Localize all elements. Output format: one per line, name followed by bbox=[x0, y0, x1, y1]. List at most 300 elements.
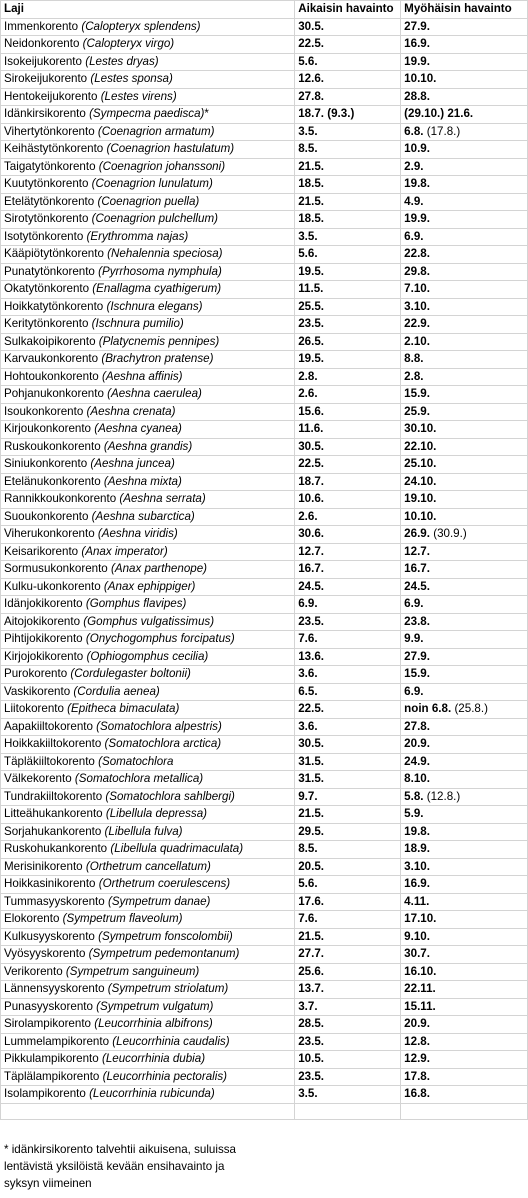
species-cell[interactable] bbox=[1, 806, 295, 824]
earliest-cell[interactable] bbox=[295, 753, 401, 771]
species-cell[interactable] bbox=[1, 71, 295, 89]
latest-date: 23.8. bbox=[404, 614, 430, 628]
latin-name: (Coenagrion hastulatum) bbox=[106, 142, 235, 155]
earliest-cell[interactable] bbox=[295, 176, 401, 194]
earliest-date: 18.7. (9.3.) bbox=[298, 107, 355, 120]
earliest-date: 16.7. bbox=[298, 562, 325, 575]
species-cell[interactable] bbox=[1, 526, 295, 544]
latest-cell[interactable] bbox=[401, 841, 528, 859]
earliest-cell[interactable] bbox=[295, 421, 401, 439]
latin-name: (Sympetrum danae) bbox=[107, 894, 211, 908]
latest-cell[interactable] bbox=[401, 736, 528, 754]
latest-date: 24.10. bbox=[404, 474, 437, 488]
species-cell[interactable] bbox=[1, 631, 295, 649]
finnish-name: Tummasyyskorento bbox=[4, 894, 108, 908]
earliest-date: 3.5. bbox=[298, 124, 318, 138]
latest-date: 12.8. bbox=[404, 1034, 430, 1048]
table-row bbox=[1, 928, 528, 946]
latest-cell[interactable] bbox=[401, 18, 528, 36]
table-row bbox=[1, 596, 528, 614]
table-row bbox=[1, 701, 528, 719]
latest-cell[interactable] bbox=[401, 421, 528, 439]
earliest-cell[interactable] bbox=[295, 788, 401, 806]
latest-cell[interactable] bbox=[401, 123, 528, 141]
species-cell[interactable] bbox=[1, 211, 295, 229]
latest-cell[interactable] bbox=[401, 246, 528, 264]
species-cell[interactable] bbox=[1, 736, 295, 754]
finnish-name: Liitokorento bbox=[4, 702, 68, 715]
species-cell[interactable] bbox=[1, 596, 295, 614]
earliest-cell[interactable] bbox=[295, 858, 401, 876]
earliest-cell[interactable] bbox=[295, 998, 401, 1016]
species-cell[interactable] bbox=[1, 981, 295, 999]
earliest-date: 19.5. bbox=[298, 352, 325, 365]
species-cell[interactable] bbox=[1, 473, 295, 491]
latest-cell[interactable] bbox=[401, 1068, 528, 1086]
earliest-cell[interactable] bbox=[295, 298, 401, 316]
finnish-name: Suoukonkorento bbox=[4, 509, 92, 523]
species-cell[interactable] bbox=[1, 36, 295, 54]
earliest-cell[interactable] bbox=[295, 36, 401, 54]
empty-cell[interactable] bbox=[401, 1103, 528, 1120]
species-cell[interactable] bbox=[1, 88, 295, 106]
latest-cell[interactable] bbox=[401, 386, 528, 404]
latest-date: 15.9. bbox=[404, 667, 430, 680]
earliest-date: 18.5. bbox=[298, 212, 325, 225]
species-cell[interactable] bbox=[1, 368, 295, 386]
earliest-cell[interactable] bbox=[295, 806, 401, 824]
latin-name: (Coenagrion lunulatum) bbox=[91, 177, 213, 190]
earliest-cell[interactable] bbox=[295, 1086, 401, 1104]
latest-cell[interactable] bbox=[401, 158, 528, 176]
latest-cell[interactable] bbox=[401, 1033, 528, 1051]
earliest-cell[interactable] bbox=[295, 1016, 401, 1034]
earliest-cell[interactable] bbox=[295, 333, 401, 351]
earliest-date: 29.5. bbox=[298, 824, 325, 838]
earliest-cell[interactable] bbox=[295, 71, 401, 89]
earliest-cell[interactable] bbox=[295, 701, 401, 719]
latest-date: 18.9. bbox=[404, 842, 430, 855]
earliest-cell[interactable] bbox=[295, 123, 401, 141]
earliest-date: 26.5. bbox=[298, 334, 325, 348]
earliest-date: 3.6. bbox=[298, 719, 318, 733]
species-cell[interactable] bbox=[1, 158, 295, 176]
latest-cell[interactable] bbox=[401, 228, 528, 246]
finnish-name: Elokorento bbox=[4, 912, 63, 925]
earliest-cell[interactable] bbox=[295, 928, 401, 946]
latest-date: 20.9. bbox=[404, 737, 430, 750]
finnish-name: Täplälampikorento bbox=[4, 1069, 103, 1083]
species-cell[interactable] bbox=[1, 18, 295, 36]
earliest-date: 30.5. bbox=[298, 439, 325, 453]
table-row bbox=[1, 876, 528, 894]
earliest-cell[interactable] bbox=[295, 158, 401, 176]
earliest-cell[interactable] bbox=[295, 386, 401, 404]
latest-date: 16.9. bbox=[404, 37, 430, 50]
finnish-name: Sormusukonkorento bbox=[4, 562, 111, 575]
finnish-name: Ruskoukonkorento bbox=[4, 439, 104, 453]
header-latest[interactable]: Myöhäisin havainto bbox=[401, 1, 528, 19]
earliest-cell[interactable] bbox=[295, 631, 401, 649]
species-cell[interactable] bbox=[1, 928, 295, 946]
latin-name: (Onychogomphus forcipatus) bbox=[85, 632, 235, 645]
table-row bbox=[1, 1033, 528, 1051]
species-cell[interactable] bbox=[1, 333, 295, 351]
earliest-cell[interactable] bbox=[295, 963, 401, 981]
earliest-cell[interactable] bbox=[295, 53, 401, 71]
species-cell[interactable] bbox=[1, 438, 295, 456]
latest-date: 6.9. bbox=[404, 684, 424, 698]
species-cell[interactable] bbox=[1, 648, 295, 666]
latest-cell[interactable] bbox=[401, 281, 528, 299]
earliest-date: 8.5. bbox=[298, 842, 318, 855]
finnish-name: Purokorento bbox=[4, 667, 71, 680]
latest-cell[interactable] bbox=[401, 1051, 528, 1069]
latest-cell[interactable] bbox=[401, 88, 528, 106]
species-cell[interactable] bbox=[1, 946, 295, 964]
latest-cell[interactable] bbox=[401, 53, 528, 71]
latest-cell[interactable] bbox=[401, 718, 528, 736]
earliest-cell[interactable] bbox=[295, 543, 401, 561]
species-cell[interactable] bbox=[1, 123, 295, 141]
latest-cell[interactable] bbox=[401, 753, 528, 771]
latin-name: (Cordulegaster boltonii) bbox=[70, 667, 191, 680]
earliest-cell[interactable] bbox=[295, 491, 401, 509]
latin-name: (Sympetrum fonscolombii) bbox=[98, 929, 233, 943]
latest-cell[interactable] bbox=[401, 176, 528, 194]
species-cell[interactable] bbox=[1, 1016, 295, 1034]
table-row bbox=[1, 316, 528, 334]
latin-name: (Aeshna serrata) bbox=[119, 492, 206, 505]
latest-cell[interactable] bbox=[401, 1016, 528, 1034]
earliest-cell[interactable] bbox=[295, 368, 401, 386]
earliest-cell[interactable] bbox=[295, 666, 401, 684]
finnish-name: Viherukonkorento bbox=[4, 527, 98, 540]
table-row bbox=[1, 963, 528, 981]
latest-date: 16.7. bbox=[404, 562, 430, 575]
latest-date: 2.9. bbox=[404, 159, 424, 173]
earliest-date: 21.5. bbox=[298, 929, 325, 943]
latest-cell[interactable] bbox=[401, 491, 528, 509]
latin-name: (Lestes sponsa) bbox=[90, 72, 173, 85]
latest-date: 25.10. bbox=[404, 457, 437, 470]
species-cell[interactable] bbox=[1, 456, 295, 474]
species-cell[interactable] bbox=[1, 911, 295, 929]
latest-cell[interactable] bbox=[401, 316, 528, 334]
earliest-cell[interactable] bbox=[295, 246, 401, 264]
earliest-cell[interactable] bbox=[295, 473, 401, 491]
earliest-date: 15.6. bbox=[298, 404, 325, 418]
earliest-cell[interactable] bbox=[295, 648, 401, 666]
earliest-cell[interactable] bbox=[295, 1033, 401, 1051]
species-cell[interactable] bbox=[1, 613, 295, 631]
latest-cell[interactable] bbox=[401, 858, 528, 876]
latest-cell[interactable] bbox=[401, 648, 528, 666]
species-cell[interactable] bbox=[1, 1068, 295, 1086]
latin-name: (Aeshna caerulea) bbox=[107, 387, 202, 400]
earliest-cell[interactable] bbox=[295, 1068, 401, 1086]
earliest-date: 28.5. bbox=[298, 1017, 325, 1030]
table-row bbox=[1, 193, 528, 211]
species-cell[interactable] bbox=[1, 53, 295, 71]
species-cell[interactable] bbox=[1, 263, 295, 281]
species-cell[interactable] bbox=[1, 543, 295, 561]
latest-cell[interactable] bbox=[401, 403, 528, 421]
table-row bbox=[1, 88, 528, 106]
earliest-cell[interactable] bbox=[295, 893, 401, 911]
latin-name: (Coenagrion johanssoni) bbox=[98, 159, 226, 173]
earliest-cell[interactable] bbox=[295, 211, 401, 229]
species-cell[interactable] bbox=[1, 421, 295, 439]
earliest-date: 6.9. bbox=[298, 597, 318, 610]
earliest-cell[interactable] bbox=[295, 718, 401, 736]
finnish-name: Vihertytönkorento bbox=[4, 124, 98, 138]
latest-cell[interactable] bbox=[401, 543, 528, 561]
header-species[interactable]: Laji bbox=[1, 1, 295, 19]
species-cell[interactable] bbox=[1, 963, 295, 981]
species-cell[interactable] bbox=[1, 718, 295, 736]
latest-cell[interactable] bbox=[401, 963, 528, 981]
latin-name: (Ischnura pumilio) bbox=[91, 317, 184, 330]
latest-cell[interactable] bbox=[401, 36, 528, 54]
earliest-cell[interactable] bbox=[295, 981, 401, 999]
latest-cell[interactable] bbox=[401, 368, 528, 386]
finnish-name: Täpläkiiltokorento bbox=[4, 754, 99, 768]
latin-name: (Sympecma paedisca) bbox=[89, 107, 205, 120]
latest-cell[interactable] bbox=[401, 928, 528, 946]
latest-cell[interactable] bbox=[401, 911, 528, 929]
earliest-cell[interactable] bbox=[295, 526, 401, 544]
empty-cell[interactable] bbox=[1, 1103, 295, 1120]
species-cell[interactable] bbox=[1, 876, 295, 894]
table-row bbox=[1, 333, 528, 351]
latest-date: 19.9. bbox=[404, 212, 430, 225]
earliest-cell[interactable] bbox=[295, 228, 401, 246]
latest-cell[interactable] bbox=[401, 1086, 528, 1104]
species-cell[interactable] bbox=[1, 351, 295, 369]
earliest-cell[interactable] bbox=[295, 596, 401, 614]
earliest-date: 19.5. bbox=[298, 264, 325, 278]
latest-date-flying: (17.8.) bbox=[426, 124, 461, 138]
latest-date: 8.10. bbox=[404, 772, 430, 785]
latin-name: (Nehalennia speciosa) bbox=[107, 247, 223, 260]
latest-cell[interactable] bbox=[401, 561, 528, 579]
latest-date: 6.9. bbox=[404, 597, 424, 610]
earliest-cell[interactable] bbox=[295, 18, 401, 36]
table-row bbox=[1, 946, 528, 964]
latest-cell[interactable] bbox=[401, 71, 528, 89]
latest-cell[interactable] bbox=[401, 893, 528, 911]
species-cell[interactable] bbox=[1, 246, 295, 264]
latest-cell[interactable] bbox=[401, 298, 528, 316]
latest-date: 29.8. bbox=[404, 264, 430, 278]
earliest-cell[interactable] bbox=[295, 141, 401, 159]
earliest-cell[interactable] bbox=[295, 911, 401, 929]
latest-date: 5.9. bbox=[404, 807, 424, 820]
earliest-cell[interactable] bbox=[295, 683, 401, 701]
latest-cell[interactable] bbox=[401, 788, 528, 806]
table-row bbox=[1, 981, 528, 999]
earliest-cell[interactable] bbox=[295, 438, 401, 456]
species-cell[interactable] bbox=[1, 771, 295, 789]
latin-name: (Somatochlora sahlbergi) bbox=[105, 789, 235, 803]
latest-date: 28.8. bbox=[404, 89, 430, 103]
latin-name: (Calopteryx virgo) bbox=[82, 37, 175, 50]
earliest-cell[interactable] bbox=[295, 823, 401, 841]
latin-name: (Somatochlora bbox=[98, 754, 174, 768]
species-cell[interactable] bbox=[1, 823, 295, 841]
latin-name: (Coenagrion armatum) bbox=[97, 124, 215, 138]
table-row bbox=[1, 18, 528, 36]
empty-cell[interactable] bbox=[295, 1103, 401, 1120]
earliest-cell[interactable] bbox=[295, 106, 401, 124]
latest-cell[interactable] bbox=[401, 613, 528, 631]
header-earliest[interactable]: Aikaisin havainto bbox=[295, 1, 401, 19]
earliest-date: 5.6. bbox=[298, 54, 318, 68]
latest-cell[interactable] bbox=[401, 806, 528, 824]
earliest-date: 8.5. bbox=[298, 142, 318, 155]
finnish-name: Idänjokikorento bbox=[4, 597, 86, 610]
finnish-name: Idänkirsikorento bbox=[4, 107, 90, 120]
latest-date: 25.9. bbox=[404, 404, 430, 418]
species-cell[interactable] bbox=[1, 1033, 295, 1051]
earliest-cell[interactable] bbox=[295, 351, 401, 369]
latest-cell[interactable] bbox=[401, 771, 528, 789]
latin-name: (Leucorrhinia dubia) bbox=[101, 1052, 206, 1065]
species-cell[interactable] bbox=[1, 176, 295, 194]
latest-cell[interactable] bbox=[401, 193, 528, 211]
earliest-date: 27.7. bbox=[298, 947, 325, 960]
earliest-cell[interactable] bbox=[295, 508, 401, 526]
table-row bbox=[1, 456, 528, 474]
latest-date: 27.9. bbox=[404, 649, 430, 663]
finnish-name: Lummelampikorento bbox=[4, 1034, 113, 1048]
latest-cell[interactable] bbox=[401, 596, 528, 614]
earliest-cell[interactable] bbox=[295, 613, 401, 631]
species-cell[interactable] bbox=[1, 858, 295, 876]
latest-date: 19.9. bbox=[404, 54, 430, 68]
earliest-cell[interactable] bbox=[295, 316, 401, 334]
latest-cell[interactable] bbox=[401, 683, 528, 701]
latin-name: (Coenagrion pulchellum) bbox=[91, 212, 218, 225]
earliest-cell[interactable] bbox=[295, 771, 401, 789]
species-cell[interactable] bbox=[1, 683, 295, 701]
species-cell[interactable] bbox=[1, 998, 295, 1016]
species-cell[interactable] bbox=[1, 386, 295, 404]
latest-cell[interactable] bbox=[401, 701, 528, 719]
species-cell[interactable] bbox=[1, 1051, 295, 1069]
finnish-name: Isokeijukorento bbox=[4, 54, 86, 68]
earliest-cell[interactable] bbox=[295, 263, 401, 281]
species-cell[interactable] bbox=[1, 578, 295, 596]
table-row bbox=[1, 718, 528, 736]
earliest-cell[interactable] bbox=[295, 193, 401, 211]
species-cell[interactable] bbox=[1, 701, 295, 719]
latest-cell[interactable] bbox=[401, 351, 528, 369]
latin-name: (Orthetrum cancellatum) bbox=[85, 859, 211, 873]
latest-cell[interactable] bbox=[401, 438, 528, 456]
latest-cell[interactable] bbox=[401, 508, 528, 526]
earliest-cell[interactable] bbox=[295, 88, 401, 106]
species-cell[interactable] bbox=[1, 753, 295, 771]
earliest-cell[interactable] bbox=[295, 403, 401, 421]
species-cell[interactable] bbox=[1, 666, 295, 684]
earliest-cell[interactable] bbox=[295, 946, 401, 964]
earliest-date: 5.6. bbox=[298, 877, 318, 890]
finnish-name: Neidonkorento bbox=[4, 37, 83, 50]
latest-cell[interactable] bbox=[401, 631, 528, 649]
species-cell[interactable] bbox=[1, 841, 295, 859]
latest-cell[interactable] bbox=[401, 946, 528, 964]
latest-cell[interactable] bbox=[401, 876, 528, 894]
species-cell[interactable] bbox=[1, 281, 295, 299]
latin-name: (Leucorrhinia caudalis) bbox=[112, 1034, 230, 1048]
footnote bbox=[0, 1141, 295, 1192]
species-cell[interactable] bbox=[1, 893, 295, 911]
latest-date: 5.8. bbox=[404, 789, 424, 803]
earliest-cell[interactable] bbox=[295, 561, 401, 579]
table-row bbox=[1, 1016, 528, 1034]
earliest-cell[interactable] bbox=[295, 1051, 401, 1069]
latin-name: (Somatochlora metallica) bbox=[74, 772, 204, 785]
latest-cell[interactable] bbox=[401, 211, 528, 229]
table-row bbox=[1, 386, 528, 404]
species-cell[interactable] bbox=[1, 298, 295, 316]
species-cell[interactable] bbox=[1, 106, 295, 124]
species-cell[interactable] bbox=[1, 193, 295, 211]
latest-cell[interactable] bbox=[401, 998, 528, 1016]
earliest-cell[interactable] bbox=[295, 876, 401, 894]
latest-date: 19.8. bbox=[404, 177, 430, 190]
species-cell[interactable] bbox=[1, 403, 295, 421]
latin-name: (Aeshna viridis) bbox=[97, 527, 178, 540]
latest-date: 17.10. bbox=[404, 912, 437, 925]
latest-date: 10.10. bbox=[404, 509, 437, 523]
species-cell[interactable] bbox=[1, 316, 295, 334]
species-cell[interactable] bbox=[1, 561, 295, 579]
latest-cell[interactable] bbox=[401, 106, 528, 124]
species-cell[interactable] bbox=[1, 491, 295, 509]
finnish-name: Kirjoukonkorento bbox=[4, 422, 95, 435]
latest-cell[interactable] bbox=[401, 526, 528, 544]
latest-cell[interactable] bbox=[401, 473, 528, 491]
latest-cell[interactable] bbox=[401, 456, 528, 474]
table-row bbox=[1, 1068, 528, 1086]
latest-cell[interactable] bbox=[401, 263, 528, 281]
species-cell[interactable] bbox=[1, 141, 295, 159]
latest-date: 10.10. bbox=[404, 72, 437, 85]
latest-cell[interactable] bbox=[401, 578, 528, 596]
earliest-date: 22.5. bbox=[298, 37, 325, 50]
latest-cell[interactable] bbox=[401, 666, 528, 684]
latest-cell[interactable] bbox=[401, 981, 528, 999]
latest-cell[interactable] bbox=[401, 823, 528, 841]
earliest-cell[interactable] bbox=[295, 578, 401, 596]
finnish-name: Siniukonkorento bbox=[4, 457, 91, 470]
earliest-cell[interactable] bbox=[295, 841, 401, 859]
species-cell[interactable] bbox=[1, 1086, 295, 1104]
species-cell[interactable] bbox=[1, 228, 295, 246]
species-cell[interactable] bbox=[1, 788, 295, 806]
earliest-cell[interactable] bbox=[295, 456, 401, 474]
earliest-cell[interactable] bbox=[295, 736, 401, 754]
footnote-line: lentävistä yksilöistä kevään ensihavainto ja bbox=[4, 1160, 225, 1173]
latest-cell[interactable] bbox=[401, 141, 528, 159]
earliest-cell[interactable] bbox=[295, 281, 401, 299]
species-cell[interactable] bbox=[1, 508, 295, 526]
latest-cell[interactable] bbox=[401, 333, 528, 351]
latest-date: 9.9. bbox=[404, 632, 424, 645]
